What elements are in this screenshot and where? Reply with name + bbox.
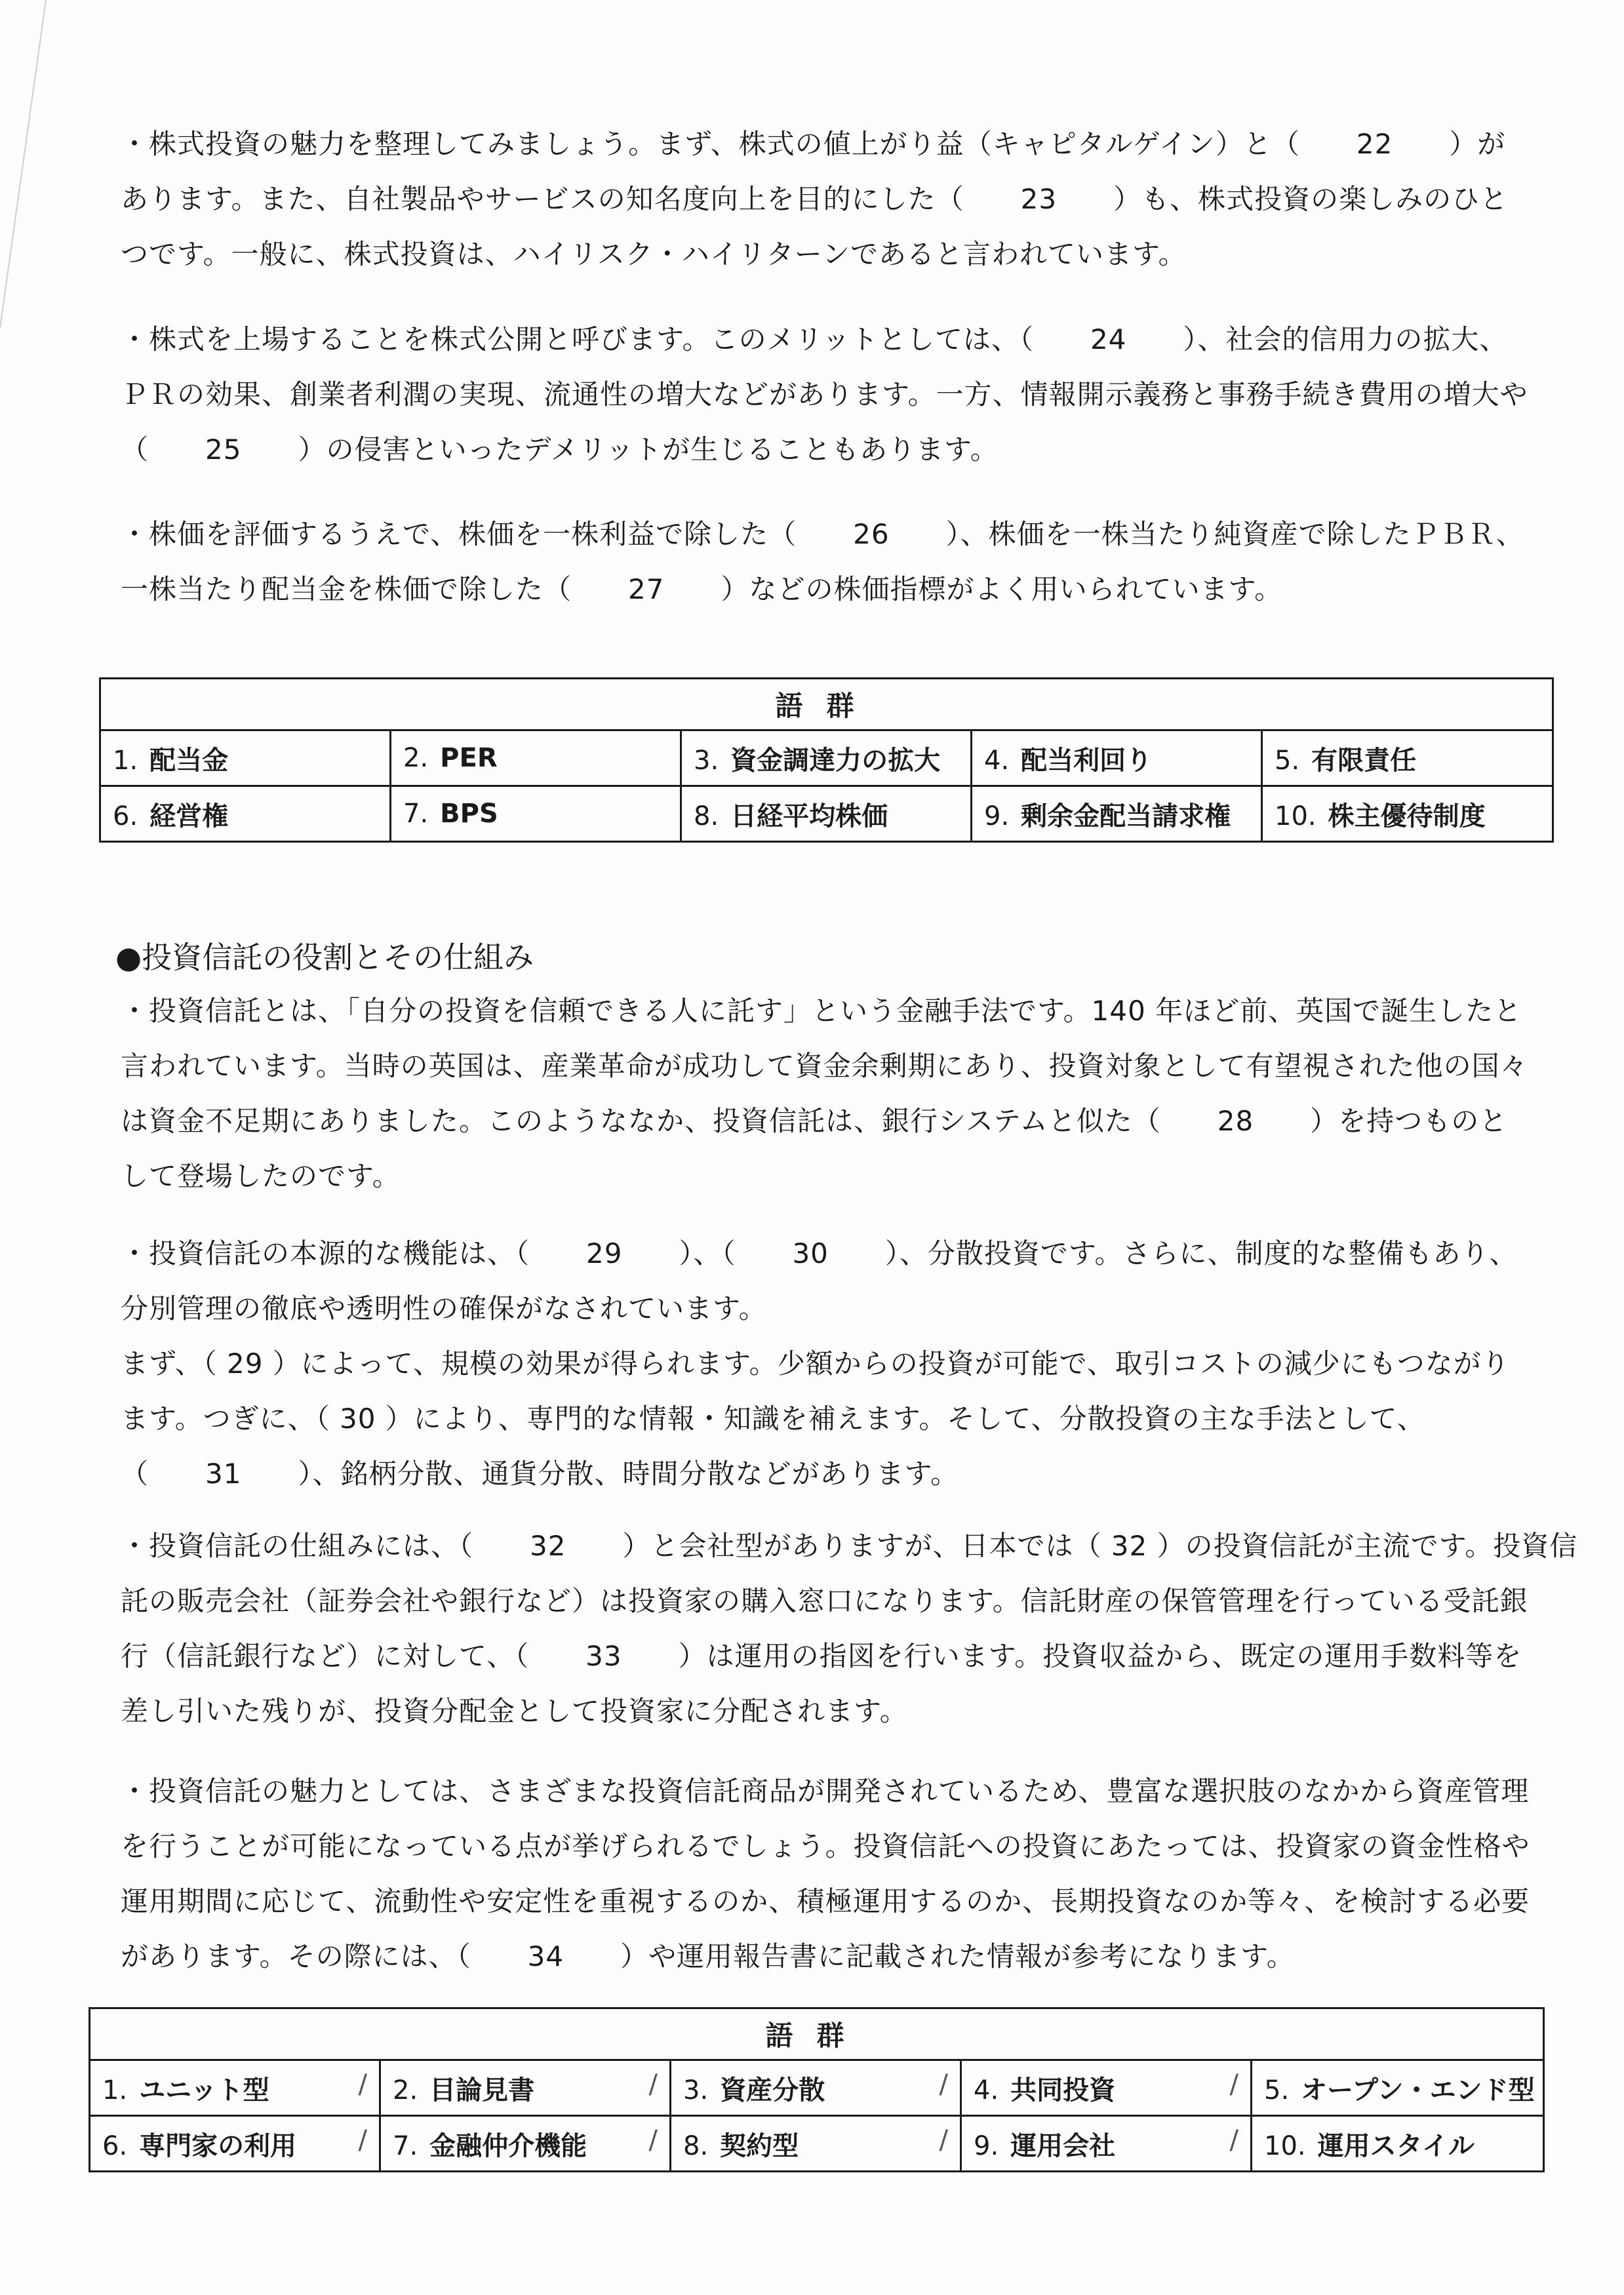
text-line: ます。つぎに、（ 30 ）により、専門的な情報・知識を補えます。そして、分散投資の主な手法として、 — [121, 1403, 1425, 1435]
text-line: （ 25 ）の侵害といったデメリットが生じることもあります。 — [121, 433, 999, 466]
text-line: ・投資信託の魅力としては、さまざまな投資信託商品が開発されているため、豊富な選択肢のなかから資産管理 — [121, 1775, 1530, 1807]
paragraph-investment-trust-structure — [121, 1519, 1578, 1739]
word-option: 2. PER — [391, 730, 681, 786]
paragraph-stock-indicators — [121, 507, 1550, 617]
word-option: 2. 目論見書 / — [380, 2060, 671, 2116]
word-option: 8. 契約型 / — [671, 2116, 961, 2172]
handwritten-slash-mark: / — [648, 2125, 658, 2155]
word-option: 4. 共同投資 / — [961, 2060, 1252, 2116]
word-option: 10. 株主優待制度 — [1262, 786, 1553, 842]
word-option: 7. 金融仲介機能 / — [380, 2116, 671, 2172]
handwritten-slash-mark: / — [1229, 2069, 1238, 2100]
text-line: は資金不足期にありました。このようななか、投資信託は、銀行システムと似た（ 28 ）を持つものと — [121, 1105, 1508, 1137]
handwritten-slash-mark: / — [939, 2069, 948, 2100]
text-line: あります。また、自社製品やサービスの知名度向上を目的にした（ 23 ）も、株式投資の楽しみのひと — [121, 183, 1509, 215]
text-line: して登場したのです。 — [121, 1160, 401, 1192]
word-group-title: 語群 — [100, 679, 1553, 730]
table-row — [100, 730, 1553, 786]
text-line: 行（信託銀行など）に対して、（ 33 ）は運用の指図を行います。投資収益から、既定の運用手数料等を — [121, 1640, 1522, 1672]
paragraph-investment-trust-appeal — [121, 1764, 1550, 1984]
word-group-title: 語群 — [90, 2008, 1544, 2060]
paragraph-stock-listing — [121, 312, 1550, 477]
word-group-table-1 — [99, 677, 1554, 843]
text-line: ・投資信託の仕組みには、（ 32 ）と会社型がありますが、日本では（ 32 ）の投資信託が主流です。投資信 — [121, 1530, 1578, 1562]
text-line: ・株式投資の魅力を整理してみましょう。まず、株式の値上がり益（キャピタルゲイン）と（ 22 ）が — [121, 128, 1506, 160]
word-option: 9. 運用会社 / — [961, 2116, 1252, 2172]
text-line: 一株当たり配当金を株価で除した（ 27 ）などの株価指標がよく用いられています。 — [121, 573, 1283, 605]
word-option: 3. 資産分散 / — [671, 2060, 961, 2116]
scan-artifact-line — [0, 0, 52, 341]
section-heading: ●投資信託の役割とその仕組み — [115, 940, 534, 975]
handwritten-slash-mark: / — [1229, 2125, 1238, 2155]
word-option: 5. 有限責任 — [1262, 730, 1553, 786]
text-line: 託の販売会社（証券会社や銀行など）は投資家の購入窓口になります。信託財産の保管管理を行っている受託銀 — [121, 1585, 1528, 1617]
text-line: 言われています。当時の英国は、産業革命が成功して資金余剰期にあり、投資対象として有望視された他の国々 — [121, 1050, 1528, 1082]
text-line: ・投資信託とは、「自分の投資を信頼できる人に託す」という金融手法です。140 年ほど前、英国で誕生したと — [121, 995, 1522, 1027]
text-line: があります。その際には、（ 34 ）や運用報告書に記載された情報が参考になります。 — [121, 1940, 1295, 1972]
text-line: ・株式を上場することを株式公開と呼びます。このメリットとしては、（ 24 ）、社会的信用力の拡大、 — [121, 323, 1508, 355]
table-row — [90, 2116, 1544, 2172]
handwritten-slash-mark: / — [648, 2069, 658, 2100]
table-row — [100, 786, 1553, 842]
paragraph-investment-trust-functions — [121, 1226, 1550, 1502]
text-line: 分別管理の徹底や透明性の確保がなされています。 — [121, 1292, 767, 1325]
text-line: ・株価を評価するうえで、株価を一株利益で除した（ 26 ）、株価を一株当たり純資産で除したＰＢＲ、 — [121, 518, 1524, 550]
handwritten-slash-mark: / — [939, 2125, 948, 2155]
text-line: 差し引いた残りが、投資分配金として投資家に分配されます。 — [121, 1695, 908, 1727]
word-option: 6. 専門家の利用 / — [90, 2116, 380, 2172]
word-option: 4. 配当利回り — [972, 730, 1262, 786]
word-group-table-2 — [89, 2007, 1545, 2172]
paragraph-stock-appeal — [121, 117, 1550, 282]
word-option: 1. ユニット型 / — [90, 2060, 380, 2116]
word-option: 9. 剰余金配当請求権 — [972, 786, 1262, 842]
text-line: ・投資信託の本源的な機能は、（ 29 ）、（ 30 ）、分散投資です。さらに、制度的な整備もあり、 — [121, 1237, 1518, 1269]
word-option: 1. 配当金 — [100, 730, 391, 786]
text-line: まず、（ 29 ）によって、規模の効果が得られます。少額からの投資が可能で、取引コストの減少にもつながり — [121, 1347, 1510, 1380]
text-line: つです。一般に、株式投資は、ハイリスク・ハイリターンであると言われています。 — [121, 238, 1187, 270]
word-option: 10. 運用スタイル — [1252, 2116, 1544, 2172]
text-line: ＰＲの効果、創業者利潤の実現、流通性の増大などがあります。一方、情報開示義務と事務手続き費用の増大や — [121, 378, 1528, 410]
word-option: 8. 日経平均株価 — [681, 786, 972, 842]
word-option: 3. 資金調達力の拡大 — [681, 730, 972, 786]
table-row — [90, 2060, 1544, 2116]
paragraph-investment-trust-intro — [121, 984, 1550, 1204]
text-line: を行うことが可能になっている点が挙げられるでしょう。投資信託への投資にあたっては、投資家の資金性格や — [121, 1830, 1530, 1862]
handwritten-slash-mark: / — [358, 2069, 367, 2100]
word-option: 6. 経営権 — [100, 786, 391, 842]
word-option: 7. BPS — [391, 786, 681, 842]
word-option: 5. オープン・エンド型 — [1252, 2060, 1544, 2116]
text-line: 運用期間に応じて、流動性や安定性を重視するのか、積極運用するのか、長期投資なのか等々、を検討する必要 — [121, 1885, 1530, 1917]
text-line: （ 31 ）、銘柄分散、通貨分散、時間分散などがあります。 — [121, 1458, 959, 1490]
handwritten-slash-mark: / — [358, 2125, 367, 2155]
